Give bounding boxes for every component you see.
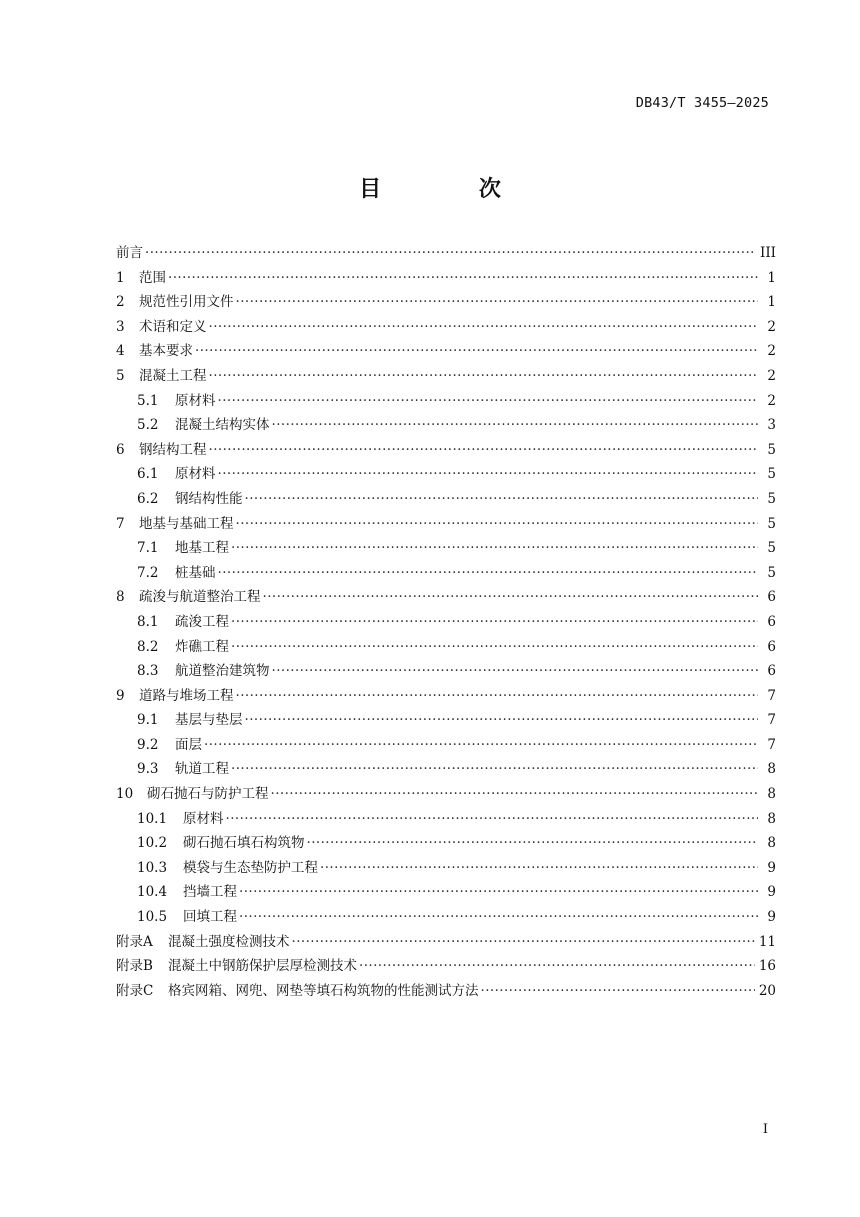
toc-entry-label: 术语和定义 <box>139 318 207 335</box>
toc-entry[interactable] <box>116 585 776 610</box>
toc-entry-label: 原材料 <box>183 810 224 827</box>
toc-entry[interactable] <box>116 487 776 512</box>
toc-entry-label: 桩基础 <box>175 564 216 581</box>
toc-entry-label: 钢结构性能 <box>175 490 243 507</box>
toc-entry[interactable] <box>116 290 776 315</box>
toc-entry-label: 钢结构工程 <box>139 441 207 458</box>
toc-entry-number: 8 <box>116 589 125 606</box>
toc-entry[interactable] <box>116 930 776 955</box>
toc-entry[interactable] <box>116 856 776 881</box>
toc-entry[interactable] <box>116 241 776 266</box>
document-code: DB43/T 3455—2025 <box>635 95 769 111</box>
toc-leader-dots <box>236 294 759 310</box>
toc-entry-label: 模袋与生态垫防护工程 <box>183 859 318 876</box>
toc-entry[interactable] <box>116 315 776 340</box>
toc-entry-page: 2 <box>767 392 776 409</box>
toc-entry-label: 基层与垫层 <box>175 712 243 729</box>
toc-entry-number: 6 <box>116 441 125 458</box>
toc-entry[interactable] <box>116 708 776 733</box>
toc-leader-dots <box>231 614 758 630</box>
toc-entry-number: 8.1 <box>137 613 159 630</box>
toc-leader-dots <box>145 245 756 261</box>
toc-leader-dots <box>263 589 759 605</box>
toc-entry-page: 5 <box>767 490 776 507</box>
toc-leader-dots <box>204 737 758 753</box>
toc-entry-page: III <box>760 245 776 261</box>
toc-entry-page: 8 <box>767 761 776 778</box>
toc-entry-number: 5.1 <box>137 392 159 409</box>
toc-leader-dots <box>231 540 758 556</box>
toc-entry-label: 炸礁工程 <box>175 638 229 655</box>
toc-entry-label: 道路与堆场工程 <box>139 687 234 704</box>
toc-entry[interactable] <box>116 684 776 709</box>
toc-entry-page: 9 <box>767 884 776 901</box>
toc-entry-page: 7 <box>767 687 776 704</box>
toc-leader-dots <box>307 835 759 851</box>
toc-leader-dots <box>218 393 759 409</box>
toc-leader-dots <box>231 639 758 655</box>
toc-entry[interactable] <box>116 389 776 414</box>
toc-entry-page: 2 <box>767 367 776 384</box>
toc-entry-number: 4 <box>116 343 125 360</box>
toc-entry-label: 疏浚与航道整治工程 <box>139 589 261 606</box>
toc-entry-number: 10.4 <box>137 884 168 901</box>
toc-entry[interactable] <box>116 339 776 364</box>
page-number: I <box>762 1122 768 1137</box>
toc-entry-number: 附录B <box>116 958 153 975</box>
toc-leader-dots <box>272 663 759 679</box>
toc-entry-label: 混凝土强度检测技术 <box>168 933 290 950</box>
toc-leader-dots <box>218 466 759 482</box>
toc-entry[interactable] <box>116 364 776 389</box>
toc-entry[interactable] <box>116 561 776 586</box>
toc-entry[interactable] <box>116 659 776 684</box>
toc-entry-label: 地基工程 <box>175 540 229 557</box>
toc-entry-page: 8 <box>767 810 776 827</box>
toc-entry-label: 前言 <box>116 245 143 261</box>
toc-entry-number: 8.3 <box>137 663 159 680</box>
toc-leader-dots <box>209 319 759 335</box>
toc-entry[interactable] <box>116 462 776 487</box>
toc-entry-page: 7 <box>767 712 776 729</box>
toc-leader-dots <box>359 958 755 974</box>
toc-leader-dots <box>271 786 759 802</box>
toc-entry-label: 规范性引用文件 <box>139 294 234 311</box>
toc-entry-page: 2 <box>767 318 776 335</box>
toc-entry[interactable] <box>116 757 776 782</box>
toc-entry-page: 6 <box>767 638 776 655</box>
toc-entry-number: 6.2 <box>137 490 159 507</box>
toc-entry-page: 5 <box>767 441 776 458</box>
toc-entry-number: 7 <box>116 515 125 532</box>
toc-entry-label: 原材料 <box>175 392 216 409</box>
toc-leader-dots <box>236 516 759 532</box>
toc-leader-dots <box>239 909 758 925</box>
toc-entry-label: 疏浚工程 <box>175 613 229 630</box>
toc-leader-dots <box>236 688 759 704</box>
toc-leader-dots <box>481 983 755 999</box>
toc-entry-label: 基本要求 <box>139 343 193 360</box>
toc-entry-number: 9.3 <box>137 761 159 778</box>
toc-entry-page: 5 <box>767 540 776 557</box>
toc-leader-dots <box>245 712 759 728</box>
toc-entry[interactable] <box>116 438 776 463</box>
toc-leader-dots <box>272 417 759 433</box>
toc-entry-number: 2 <box>116 294 125 311</box>
toc-leader-dots <box>226 811 759 827</box>
toc-entry-number: 5.2 <box>137 417 159 434</box>
toc-entry[interactable] <box>116 413 776 438</box>
toc-entry-label: 航道整治建筑物 <box>175 663 270 680</box>
toc-entry-number: 10 <box>116 786 134 803</box>
toc-entry[interactable] <box>116 979 776 1004</box>
toc-entry[interactable] <box>116 782 776 807</box>
toc-leader-dots <box>218 565 759 581</box>
toc-entry-page: 2 <box>767 343 776 360</box>
toc-entry[interactable] <box>116 610 776 635</box>
toc-entry[interactable] <box>116 635 776 660</box>
toc-leader-dots <box>168 270 758 286</box>
toc-leader-dots <box>292 934 755 950</box>
toc-entry[interactable] <box>116 905 776 930</box>
toc-entry-label: 砌石抛石与防护工程 <box>147 786 269 803</box>
toc-entry-page: 6 <box>767 663 776 680</box>
table-of-contents <box>116 241 776 1003</box>
toc-entry-page: 7 <box>767 736 776 753</box>
toc-entry-label: 混凝土结构实体 <box>175 417 270 434</box>
toc-entry-page: 5 <box>767 466 776 483</box>
toc-entry-label: 挡墙工程 <box>183 884 237 901</box>
toc-entry-page: 8 <box>767 786 776 803</box>
toc-entry[interactable] <box>116 512 776 537</box>
page-title: 目 次 <box>359 177 546 202</box>
toc-entry-label: 范围 <box>139 269 166 286</box>
toc-entry-number: 9.1 <box>137 712 159 729</box>
toc-entry-page: 3 <box>767 417 776 434</box>
toc-entry-label: 地基与基础工程 <box>139 515 234 532</box>
toc-entry-number: 附录C <box>116 982 154 999</box>
toc-entry-number: 9.2 <box>137 736 159 753</box>
toc-entry-number: 10.5 <box>137 909 168 926</box>
toc-entry-label: 回填工程 <box>183 909 237 926</box>
toc-entry-page: 5 <box>767 515 776 532</box>
toc-leader-dots <box>195 343 758 359</box>
toc-entry[interactable] <box>116 266 776 291</box>
toc-entry-number: 8.2 <box>137 638 159 655</box>
toc-entry-number: 3 <box>116 318 125 335</box>
toc-leader-dots <box>245 491 759 507</box>
toc-entry-page: 11 <box>758 933 776 950</box>
toc-entry-label: 原材料 <box>175 466 216 483</box>
toc-entry-page: 16 <box>758 958 776 975</box>
toc-leader-dots <box>209 442 759 458</box>
toc-entry[interactable] <box>116 807 776 832</box>
toc-leader-dots <box>231 761 758 777</box>
toc-entry-number: 5 <box>116 367 125 384</box>
toc-entry-label: 格宾网箱、网兜、网垫等填石构筑物的性能测试方法 <box>168 982 479 999</box>
toc-entry-number: 9 <box>116 687 125 704</box>
toc-entry-number: 1 <box>116 269 125 286</box>
toc-entry-number: 10.3 <box>137 859 168 876</box>
toc-entry-page: 9 <box>767 859 776 876</box>
toc-entry-page: 6 <box>767 613 776 630</box>
toc-entry[interactable] <box>116 536 776 561</box>
toc-entry-page: 20 <box>758 982 776 999</box>
toc-entry-label: 面层 <box>175 736 202 753</box>
toc-entry-page: 5 <box>767 564 776 581</box>
toc-entry[interactable] <box>116 954 776 979</box>
toc-entry[interactable] <box>116 733 776 758</box>
toc-entry-label: 混凝土中钢筋保护层厚检测技术 <box>168 958 357 975</box>
toc-entry-number: 6.1 <box>137 466 159 483</box>
toc-entry-page: 8 <box>767 835 776 852</box>
toc-entry[interactable] <box>116 831 776 856</box>
toc-entry-page: 9 <box>767 909 776 926</box>
toc-entry-number: 附录A <box>116 933 153 950</box>
toc-entry-page: 1 <box>767 294 776 311</box>
toc-leader-dots <box>239 884 758 900</box>
toc-entry-label: 轨道工程 <box>175 761 229 778</box>
toc-entry-page: 1 <box>767 269 776 286</box>
toc-entry-label: 砌石抛石填石构筑物 <box>183 835 305 852</box>
toc-entry-number: 10.2 <box>137 835 168 852</box>
toc-entry-number: 7.2 <box>137 564 159 581</box>
toc-entry-number: 10.1 <box>137 810 168 827</box>
toc-entry[interactable] <box>116 880 776 905</box>
toc-leader-dots <box>209 368 759 384</box>
toc-entry-number: 7.1 <box>137 540 159 557</box>
toc-entry-page: 6 <box>767 589 776 606</box>
toc-entry-label: 混凝土工程 <box>139 367 207 384</box>
toc-leader-dots <box>320 860 758 876</box>
